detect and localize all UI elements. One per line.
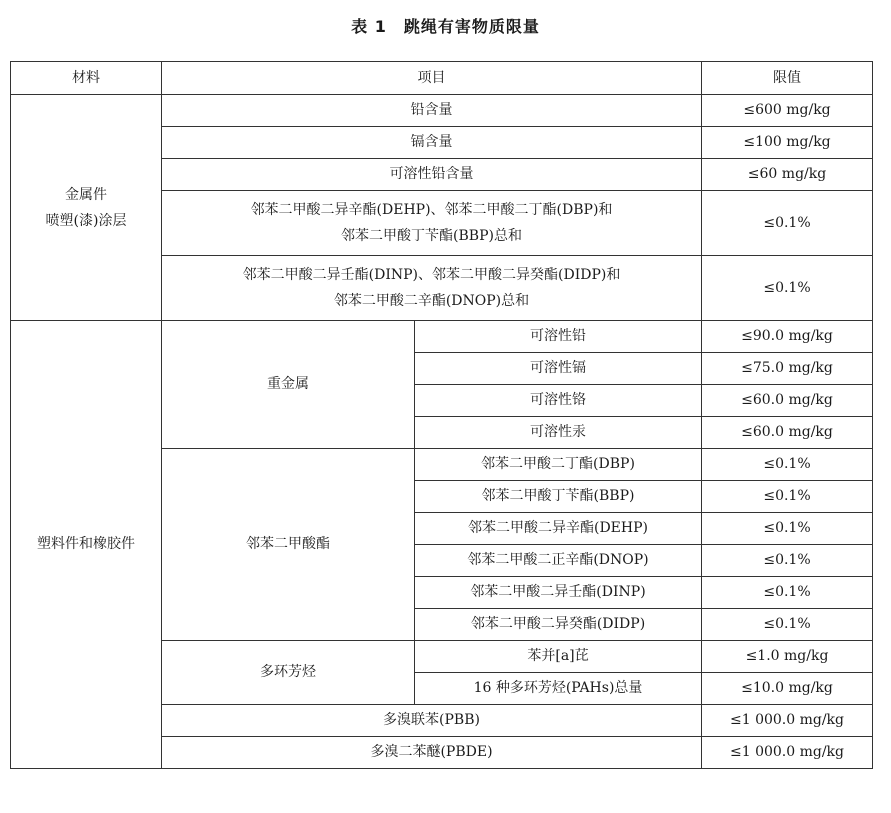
item-cell: 邻苯二甲酸二正辛酯(DNOP)	[415, 545, 702, 577]
header-row	[11, 62, 873, 95]
material-metal-line2: 喷塑(漆)涂层	[45, 212, 127, 229]
limit-cell: ≤0.1%	[702, 513, 873, 545]
item-line1: 邻苯二甲酸二异壬酯(DINP)、邻苯二甲酸二异癸酯(DIDP)和	[242, 267, 621, 283]
item-cell: 邻苯二甲酸丁苄酯(BBP)	[415, 481, 702, 513]
limit-cell: ≤1 000.0 mg/kg	[702, 705, 873, 737]
material-metal-line1: 金属件	[65, 186, 107, 203]
item-cell: 16 种多环芳烃(PAHs)总量	[415, 673, 702, 705]
material-cell-metal	[11, 95, 162, 321]
table-row	[11, 95, 873, 127]
item-cell: 可溶性铅含量	[162, 159, 702, 191]
item-cell: 多溴二苯醚(PBDE)	[162, 737, 702, 769]
table-row	[11, 321, 873, 353]
limit-cell: ≤1.0 mg/kg	[702, 641, 873, 673]
limit-cell: ≤0.1%	[702, 577, 873, 609]
table-title: 表 1 跳绳有害物质限量	[351, 17, 540, 36]
limit-cell: ≤60.0 mg/kg	[702, 417, 873, 449]
item-cell: 可溶性汞	[415, 417, 702, 449]
item-line2: 邻苯二甲酸丁苄酯(BBP)总和	[341, 228, 522, 244]
material-cell-plastic: 塑料件和橡胶件	[11, 321, 162, 769]
item-cell: 苯并[a]芘	[415, 641, 702, 673]
limit-cell: ≤600 mg/kg	[702, 95, 873, 127]
item-cell	[162, 191, 702, 256]
item-line2: 邻苯二甲酸二辛酯(DNOP)总和	[333, 293, 530, 309]
item-cell: 铅含量	[162, 95, 702, 127]
item-cell: 可溶性铬	[415, 385, 702, 417]
header-limit: 限值	[702, 62, 873, 95]
item-cell: 邻苯二甲酸二异辛酯(DEHP)	[415, 513, 702, 545]
limit-cell: ≤90.0 mg/kg	[702, 321, 873, 353]
item-cell	[162, 256, 702, 321]
limit-cell: ≤10.0 mg/kg	[702, 673, 873, 705]
group-cell-pah: 多环芳烃	[162, 641, 415, 705]
group-cell-phthalates: 邻苯二甲酸酯	[162, 449, 415, 641]
limit-cell: ≤75.0 mg/kg	[702, 353, 873, 385]
header-item: 项目	[162, 62, 702, 95]
item-cell: 镉含量	[162, 127, 702, 159]
header-material: 材料	[11, 62, 162, 95]
item-line1: 邻苯二甲酸二异辛酯(DEHP)、邻苯二甲酸二丁酯(DBP)和	[250, 202, 613, 218]
item-cell: 多溴联苯(PBB)	[162, 705, 702, 737]
item-cell: 邻苯二甲酸二丁酯(DBP)	[415, 449, 702, 481]
limit-cell: ≤1 000.0 mg/kg	[702, 737, 873, 769]
limit-cell: ≤0.1%	[702, 609, 873, 641]
limit-cell: ≤60.0 mg/kg	[702, 385, 873, 417]
item-cell: 可溶性铅	[415, 321, 702, 353]
limit-cell: ≤60 mg/kg	[702, 159, 873, 191]
limits-table	[10, 61, 873, 769]
group-cell-heavy-metal: 重金属	[162, 321, 415, 449]
item-cell: 邻苯二甲酸二异壬酯(DINP)	[415, 577, 702, 609]
item-cell: 邻苯二甲酸二异癸酯(DIDP)	[415, 609, 702, 641]
limit-cell: ≤0.1%	[702, 256, 873, 321]
limit-cell: ≤0.1%	[702, 449, 873, 481]
limit-cell: ≤0.1%	[702, 191, 873, 256]
limit-cell: ≤100 mg/kg	[702, 127, 873, 159]
limit-cell: ≤0.1%	[702, 545, 873, 577]
item-cell: 可溶性镉	[415, 353, 702, 385]
limit-cell: ≤0.1%	[702, 481, 873, 513]
